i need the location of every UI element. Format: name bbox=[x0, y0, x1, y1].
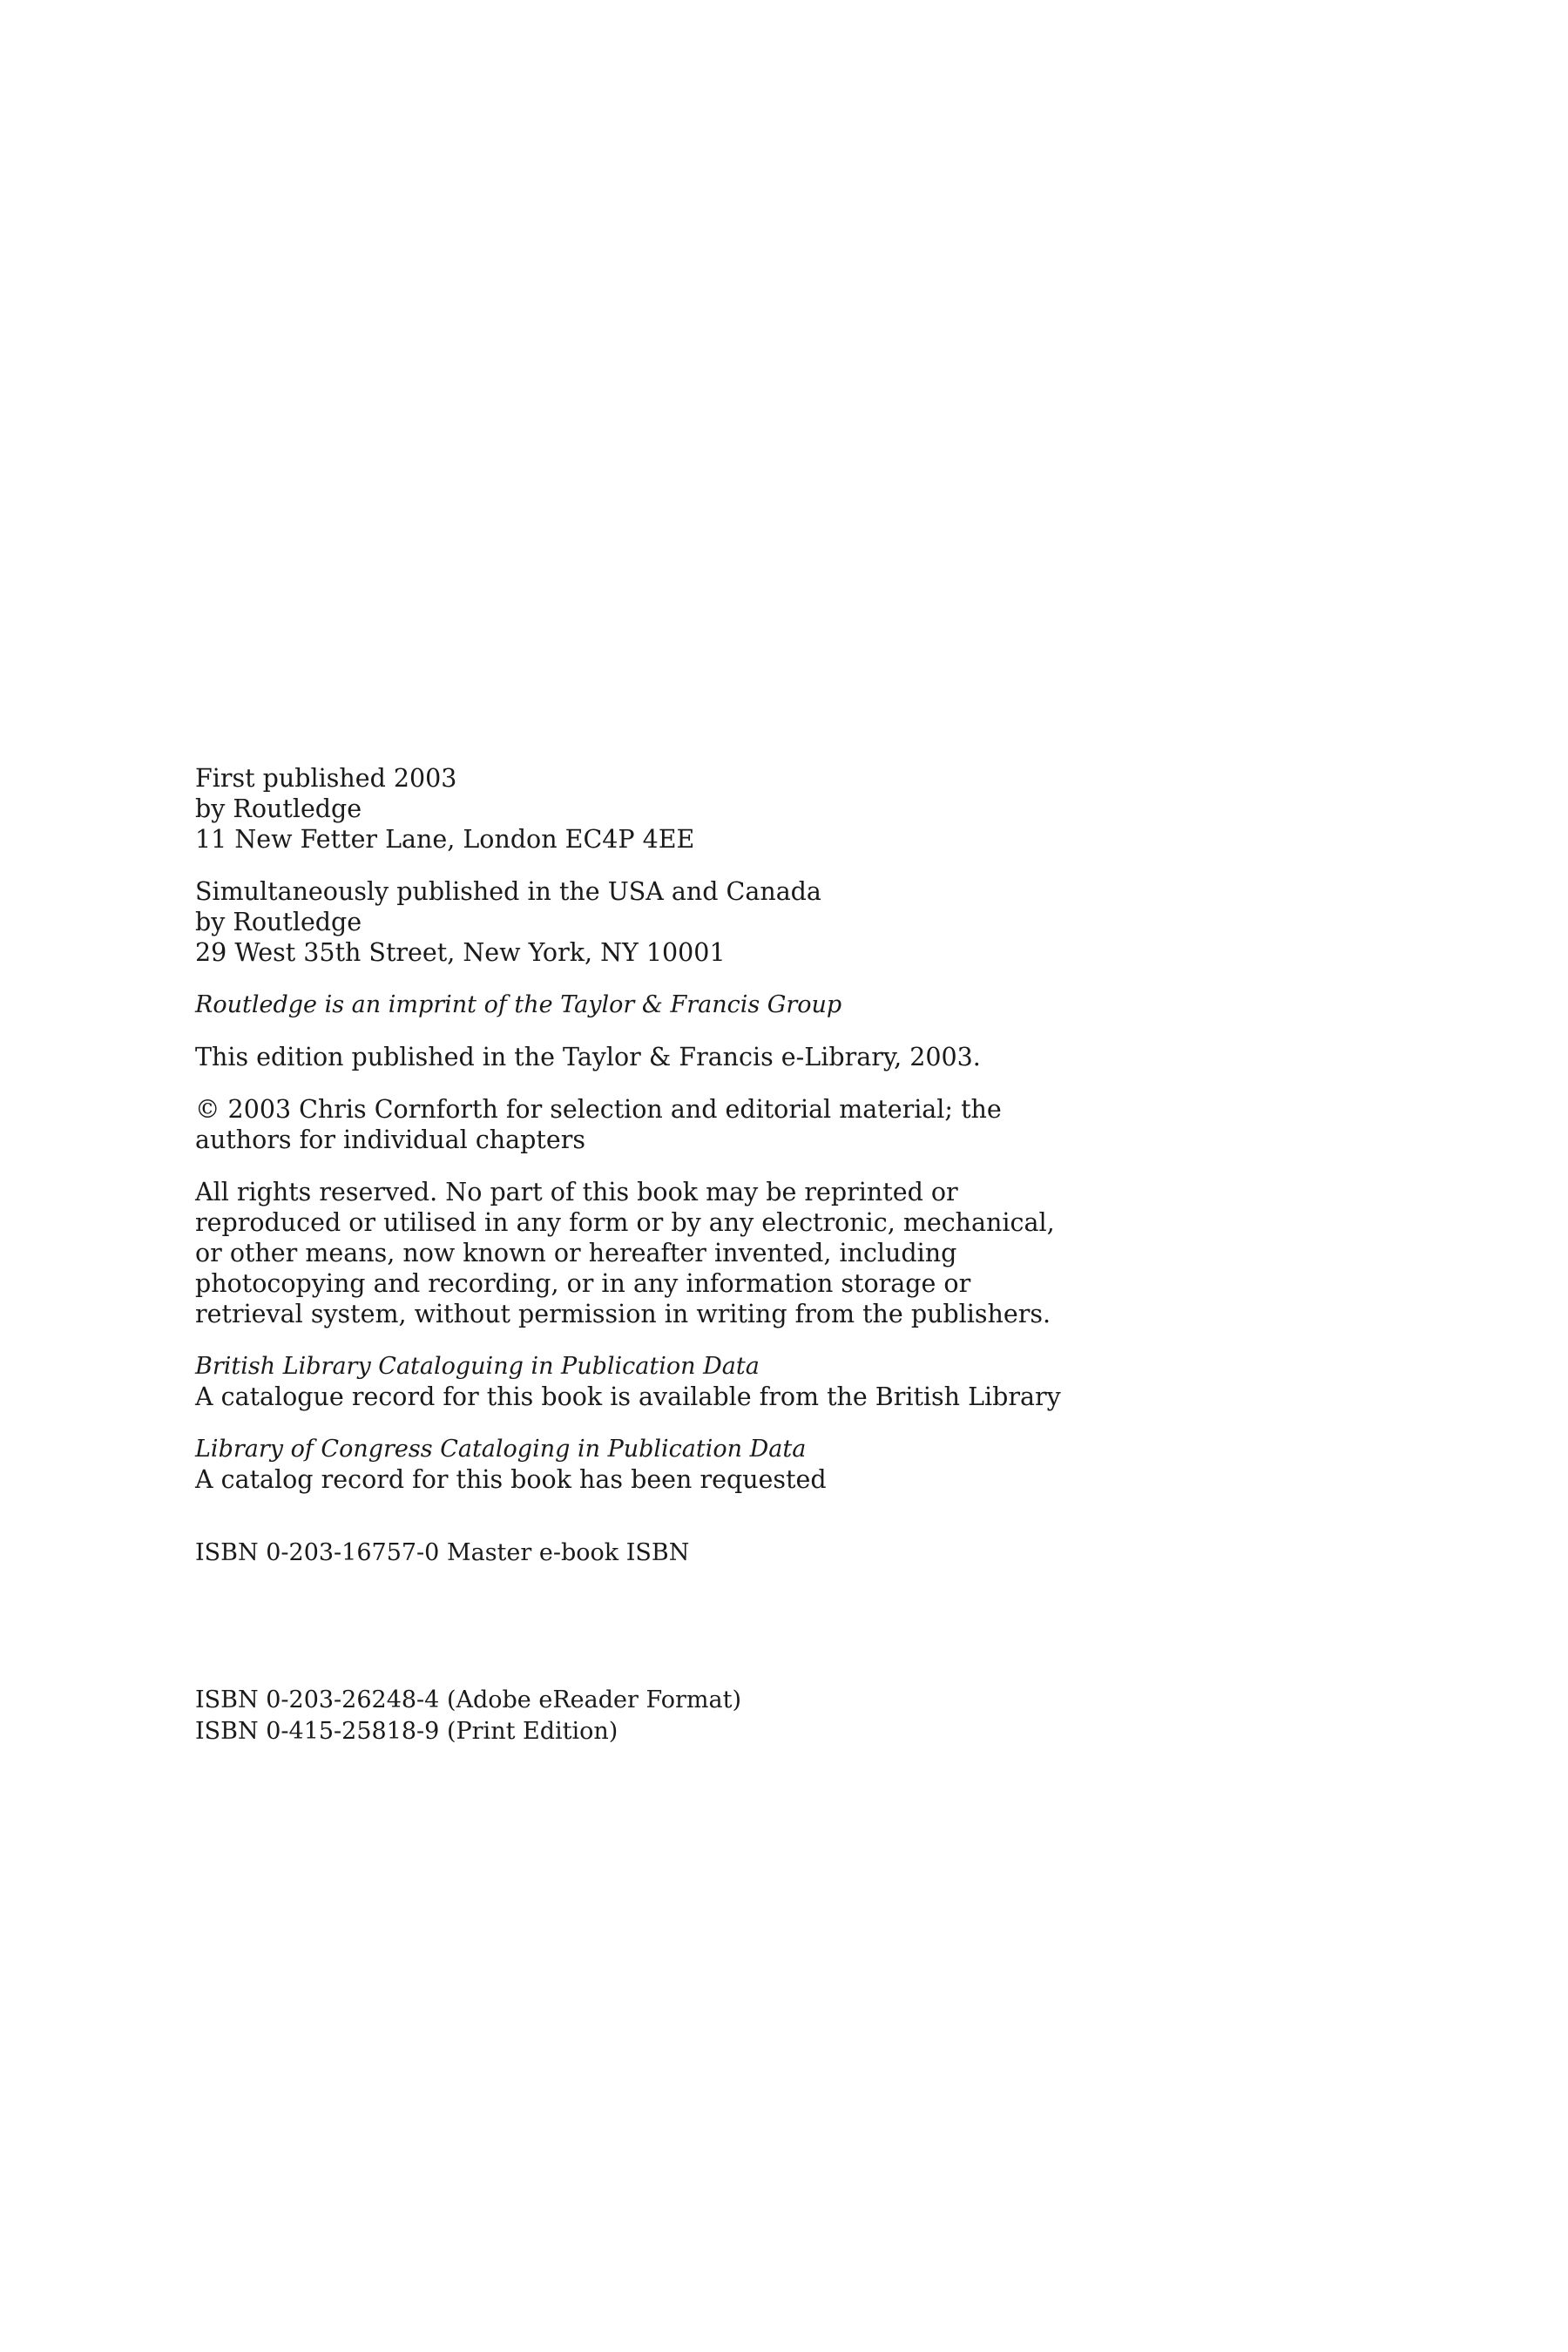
british-library-text: A catalogue record for this book is available from the British Library bbox=[195, 1382, 1061, 1411]
library-of-congress-heading: Library of Congress Cataloging in Publication Data bbox=[195, 1436, 807, 1463]
library-of-congress-text: A catalog record for this book has been requested bbox=[195, 1465, 827, 1494]
us-address-line: 29 West 35th Street, New York, NY 10001 bbox=[195, 938, 726, 967]
rights-line: reproduced or utilised in any form or by any electronic, mechanical, bbox=[195, 1208, 1055, 1237]
rights-line: photocopying and recording, or in any information storage or bbox=[195, 1269, 971, 1298]
usa-publisher-line: by Routledge bbox=[195, 908, 362, 936]
imprint-note: Routledge is an imprint of the Taylor & Francis Group bbox=[195, 991, 842, 1018]
edition-note: This edition published in the Taylor & Francis e-Library, 2003. bbox=[195, 1043, 981, 1071]
rights-line: or other means, now known or hereafter invented, including bbox=[195, 1239, 957, 1267]
rights-line: All rights reserved. No part of this book may be reprinted or bbox=[195, 1178, 958, 1206]
copyright-paragraph bbox=[195, 1094, 1153, 1155]
copyright-line-1: © 2003 Chris Cornforth for selection and editorial material; the bbox=[195, 1095, 1002, 1124]
copyright-line-2: authors for individual chapters bbox=[195, 1125, 585, 1154]
usa-publication-paragraph bbox=[195, 876, 1153, 968]
isbn-ereader: ISBN 0-203-26248-4 (Adobe eReader Format) bbox=[195, 1686, 741, 1713]
isbn-group bbox=[195, 1685, 741, 1747]
british-library-heading: British Library Cataloguing in Publication Data bbox=[195, 1353, 760, 1380]
copyright-page-block bbox=[195, 763, 1153, 1517]
publisher-line: by Routledge bbox=[195, 794, 362, 823]
rights-paragraph bbox=[195, 1177, 1153, 1329]
isbn-master-ebook: ISBN 0-203-16757-0 Master e-book ISBN bbox=[195, 1539, 690, 1566]
publication-paragraph bbox=[195, 763, 1153, 855]
library-of-congress-paragraph bbox=[195, 1434, 1153, 1495]
simultaneous-publication-line: Simultaneously published in the USA and Canada bbox=[195, 877, 821, 906]
isbn-print: ISBN 0-415-25818-9 (Print Edition) bbox=[195, 1718, 618, 1745]
british-library-paragraph bbox=[195, 1351, 1153, 1412]
first-published-line: First published 2003 bbox=[195, 764, 457, 793]
uk-address-line: 11 New Fetter Lane, London EC4P 4EE bbox=[195, 825, 695, 854]
rights-line: retrieval system, without permission in writing from the publishers. bbox=[195, 1300, 1051, 1328]
